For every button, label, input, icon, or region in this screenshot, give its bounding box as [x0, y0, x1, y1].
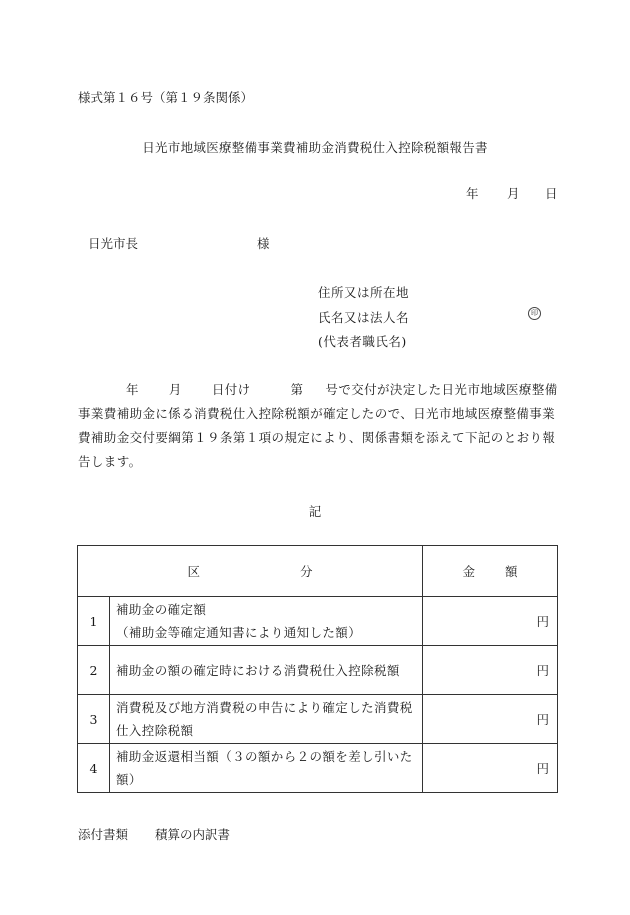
date-year-label: 年 [466, 186, 479, 201]
header-kubun-char-1: 区 [187, 564, 200, 579]
body-year-label: 年 [126, 382, 139, 397]
body-line-2: 事業費補助金に係る消費税仕入控除税額が確定したので、日光市地域医療整備事業 [78, 406, 556, 421]
attachments-label: 添付書類 [78, 827, 129, 842]
header-kubun [78, 546, 423, 597]
header-kingaku-char-1: 金 [462, 564, 475, 579]
addressee-honorific: 様 [257, 236, 270, 251]
row-number: 4 [78, 744, 110, 793]
row-number: 1 [78, 597, 110, 646]
ki-label: 記 [308, 504, 322, 519]
row-amount: 円 [423, 744, 558, 793]
table-row [78, 744, 558, 793]
row-amount: 円 [423, 646, 558, 695]
row-item [110, 646, 423, 695]
row-number: 3 [78, 695, 110, 744]
body-paragraph [78, 378, 558, 474]
body-line-1-rest: 号で交付が決定した日光市地域医療整備 [325, 382, 558, 397]
row-item-line-2: 額） [116, 772, 142, 787]
table-row [78, 695, 558, 744]
row-item [110, 695, 423, 744]
header-kubun-char-2: 分 [300, 564, 313, 579]
row-item [110, 744, 423, 793]
document-title: 日光市地域医療整備事業費補助金消費税仕入控除税額報告書 [142, 140, 488, 155]
row-item-line-1: 補助金の確定額 [116, 602, 207, 617]
row-item-line-2: （補助金等確定通知書により通知した額） [116, 625, 362, 640]
applicant-address-label: 住所又は所在地 [318, 285, 410, 300]
table-row [78, 597, 558, 646]
row-item-line-2: 仕入控除税額 [116, 723, 194, 738]
table-row [78, 646, 558, 695]
header-kingaku-char-2: 額 [505, 564, 518, 579]
addressee-name: 日光市長 [88, 236, 139, 251]
row-item-line-1: 補助金の額の確定時における消費税仕入控除税額 [116, 662, 400, 678]
date-day-label: 日 [545, 186, 558, 201]
header-kingaku [423, 546, 558, 597]
body-month-label: 月 [168, 382, 182, 397]
row-item [110, 597, 423, 646]
body-line-1 [78, 378, 558, 402]
row-item-line-1: 消費税及び地方消費税の申告により確定した消費税 [116, 700, 413, 715]
row-amount: 円 [423, 695, 558, 744]
row-number: 2 [78, 646, 110, 695]
applicant-name-label: 氏名又は法人名 [318, 310, 410, 325]
report-table [77, 545, 558, 793]
row-amount: 円 [423, 597, 558, 646]
body-line-4: 告します。 [78, 454, 142, 469]
row-item-line-1: 補助金返還相当額（３の額から２の額を差し引いた [116, 749, 413, 764]
date-month-label: 月 [507, 186, 520, 201]
table-header-row [78, 546, 558, 597]
body-dated-label: 日付け [211, 382, 251, 397]
form-number: 様式第１６号（第１９条関係） [78, 90, 254, 105]
attachments-value: 積算の内訳書 [155, 827, 231, 842]
seal-icon: 印 [528, 307, 541, 320]
body-number-prefix: 第 [290, 382, 304, 397]
body-line-3: 費補助金交付要綱第１９条第１項の規定により、関係書類を添えて下記のとおり報 [78, 430, 556, 445]
applicant-representative-label: (代表者職氏名) [318, 334, 407, 349]
